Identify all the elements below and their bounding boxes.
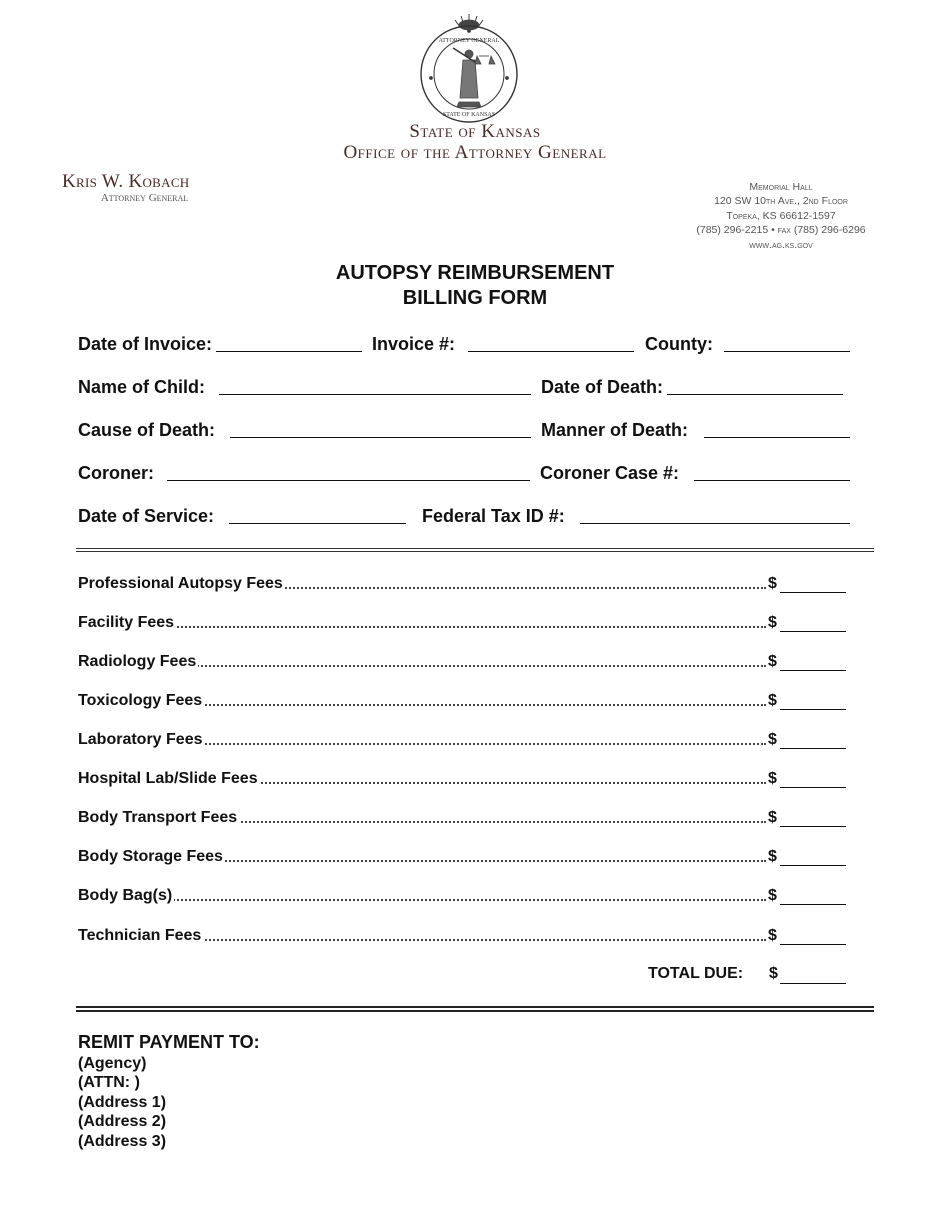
remit-agency: (Agency) xyxy=(78,1055,147,1072)
state-seal-logo xyxy=(415,12,523,124)
cause-of-death-label: Cause of Death: xyxy=(78,420,216,440)
address-website: www.ag.ks.gov xyxy=(749,238,813,251)
fee-label: Professional Autopsy Fees xyxy=(78,575,283,592)
fee-label: Hospital Lab/Slide Fees xyxy=(78,770,258,787)
fee-amount-field[interactable] xyxy=(780,670,846,671)
divider xyxy=(76,1006,874,1008)
county-label: County: xyxy=(645,334,713,354)
fee-amount-field[interactable] xyxy=(780,709,846,710)
total-due-field[interactable] xyxy=(780,983,846,984)
fee-label: Laboratory Fees xyxy=(78,731,203,748)
date-of-service-label: Date of Service: xyxy=(78,506,215,526)
manner-of-death-label: Manner of Death: xyxy=(541,420,689,440)
federal-tax-id-label: Federal Tax ID #: xyxy=(422,506,565,526)
attorney-general-name: Kris W. Kobach xyxy=(62,171,190,192)
dollar-sign: $ xyxy=(768,927,777,944)
dollar-sign: $ xyxy=(768,575,777,592)
fee-line xyxy=(78,809,848,829)
fee-label: Body Bag(s) xyxy=(78,887,173,904)
remit-heading: REMIT PAYMENT TO: xyxy=(78,1032,260,1052)
letterhead-office: Office of the Attorney General xyxy=(343,142,607,163)
federal-tax-id-field[interactable] xyxy=(580,523,850,524)
leader-dots xyxy=(78,899,766,901)
form-title: AUTOPSY REIMBURSEMENT xyxy=(335,262,615,284)
fee-amount-field[interactable] xyxy=(780,787,846,788)
fee-amount-field[interactable] xyxy=(780,865,846,866)
fee-line xyxy=(78,692,848,712)
form-subtitle: BILLING FORM xyxy=(402,287,548,309)
divider xyxy=(76,1010,874,1012)
office-address xyxy=(676,180,886,252)
fee-amount-field[interactable] xyxy=(780,748,846,749)
fee-amount-field[interactable] xyxy=(780,826,846,827)
coroner-case-field[interactable] xyxy=(694,480,850,481)
fee-line xyxy=(78,575,848,595)
leader-dots xyxy=(78,626,766,628)
dollar-sign: $ xyxy=(768,692,777,709)
fee-label: Facility Fees xyxy=(78,614,175,631)
fee-line xyxy=(78,770,848,790)
fee-line xyxy=(78,614,848,634)
dollar-sign: $ xyxy=(768,809,777,826)
date-of-death-label: Date of Death: xyxy=(541,377,664,397)
date-of-invoice-field[interactable] xyxy=(216,351,362,352)
address-line: 120 SW 10th Ave., 2nd Floor xyxy=(714,195,848,208)
address-line: (785) 296-2215 • fax (785) 296-6296 xyxy=(696,224,866,237)
dollar-sign: $ xyxy=(769,965,778,982)
fee-line xyxy=(78,927,848,947)
remit-address-3: (Address 3) xyxy=(78,1133,167,1150)
remit-attn: (ATTN: ) xyxy=(78,1074,140,1091)
remit-address-1: (Address 1) xyxy=(78,1094,167,1111)
attorney-general-title: Attorney General xyxy=(100,192,189,204)
total-due-label: TOTAL DUE: xyxy=(648,965,744,982)
dollar-sign: $ xyxy=(768,770,777,787)
date-of-service-field[interactable] xyxy=(229,523,406,524)
invoice-number-field[interactable] xyxy=(468,351,634,352)
coroner-field[interactable] xyxy=(167,480,530,481)
dollar-sign: $ xyxy=(768,653,777,670)
cause-of-death-field[interactable] xyxy=(230,437,531,438)
divider xyxy=(76,551,874,552)
date-of-invoice-label: Date of Invoice: xyxy=(78,334,213,354)
coroner-label: Coroner: xyxy=(78,463,154,483)
coroner-case-label: Coroner Case #: xyxy=(540,463,680,483)
svg-text:ATTORNEY GENERAL: ATTORNEY GENERAL xyxy=(438,38,500,44)
fee-amount-field[interactable] xyxy=(780,904,846,905)
remit-address-2: (Address 2) xyxy=(78,1113,167,1130)
dollar-sign: $ xyxy=(768,731,777,748)
fee-amount-field[interactable] xyxy=(780,592,846,593)
fee-label: Radiology Fees xyxy=(78,653,197,670)
manner-of-death-field[interactable] xyxy=(704,437,850,438)
fee-line xyxy=(78,731,848,751)
fee-label: Body Storage Fees xyxy=(78,848,223,865)
dollar-sign: $ xyxy=(768,848,777,865)
date-of-death-field[interactable] xyxy=(667,394,843,395)
dollar-sign: $ xyxy=(768,614,777,631)
address-line: Memorial Hall xyxy=(749,181,813,193)
letterhead-state: State of Kansas xyxy=(409,121,541,142)
svg-text:STATE OF KANSAS: STATE OF KANSAS xyxy=(442,112,496,118)
dollar-sign: $ xyxy=(768,887,777,904)
county-field[interactable] xyxy=(724,351,850,352)
fee-line xyxy=(78,653,848,673)
fee-label: Technician Fees xyxy=(78,927,202,944)
fee-line xyxy=(78,887,848,907)
name-of-child-field[interactable] xyxy=(219,394,531,395)
fee-amount-field[interactable] xyxy=(780,631,846,632)
invoice-number-label: Invoice #: xyxy=(372,334,456,354)
divider xyxy=(76,548,874,549)
address-line: Topeka, KS 66612-1597 xyxy=(726,209,836,222)
fee-label: Toxicology Fees xyxy=(78,692,203,709)
fee-label: Body Transport Fees xyxy=(78,809,238,826)
fee-amount-field[interactable] xyxy=(780,944,846,945)
name-of-child-label: Name of Child: xyxy=(78,377,206,397)
fee-line xyxy=(78,848,848,868)
